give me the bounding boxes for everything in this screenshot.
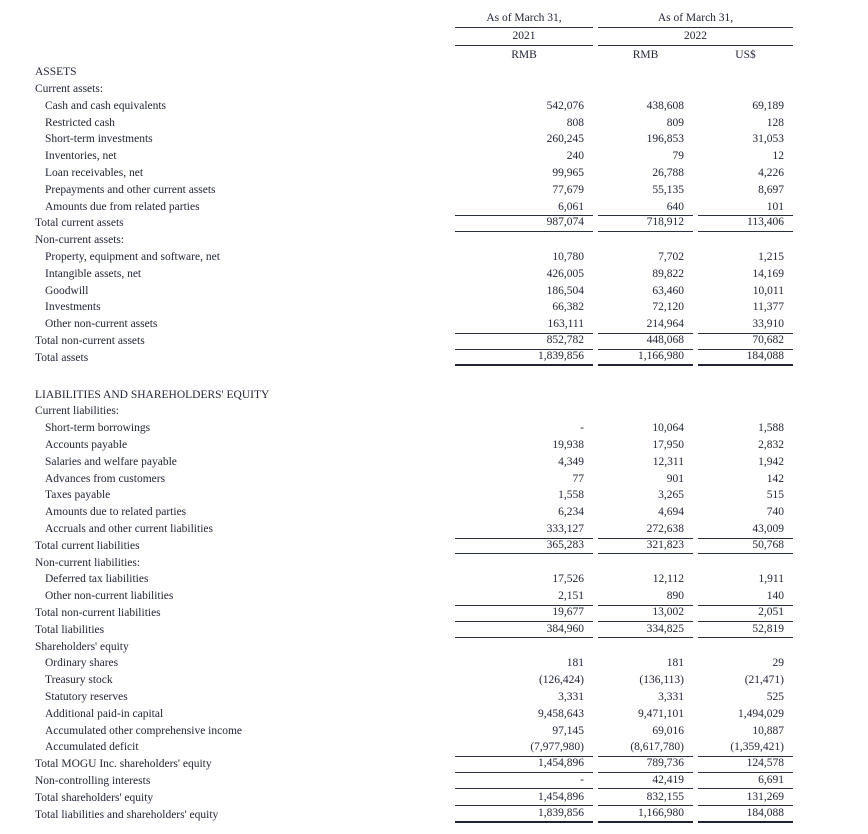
row-value-2022-rmb: 640 (666, 200, 684, 213)
row-label: Non-current liabilities: (35, 557, 141, 569)
table-row (35, 403, 793, 420)
row-value-2022-rmb: 181 (666, 657, 684, 670)
table-row (35, 655, 793, 672)
row-value-2021-rmb: - (580, 422, 584, 435)
header-year-2021: 2021 (455, 31, 593, 47)
table-row (35, 705, 793, 722)
row-value-2022-rmb: 26,788 (652, 167, 684, 180)
row-value-2022-usd: 14,169 (752, 267, 784, 280)
row-value-2022-rmb: 448,068 (598, 333, 693, 350)
header-currency-2022-usd: US$ (735, 48, 756, 61)
section-spacer (35, 366, 793, 386)
row-value-2022-usd: 52,819 (698, 622, 793, 639)
header-as-of-2021-group: As of March 31, (455, 13, 593, 29)
row-label: Current assets: (35, 84, 104, 96)
header-row-years (35, 28, 793, 46)
row-value-2022-usd: 128 (766, 116, 784, 129)
row-value-2022-rmb: 42,419 (598, 773, 693, 790)
row-value-2022-usd: (1,359,421) (730, 741, 784, 754)
row-value-2022-usd: 124,578 (698, 756, 793, 773)
row-value-2022-usd (698, 638, 793, 655)
row-label: Cash and cash equivalents (45, 100, 167, 112)
table-row (35, 198, 793, 215)
row-value-2021-rmb: 1,839,856 (455, 350, 593, 367)
row-value-2022-usd: 4,226 (758, 167, 784, 180)
row-label: Accumulated other comprehensive income (45, 725, 243, 737)
row-value-2021-rmb: 181 (566, 657, 584, 670)
row-value-2021-rmb: 2,151 (558, 590, 584, 603)
table-row (35, 148, 793, 165)
row-value-2022-rmb: 69,016 (652, 724, 684, 737)
row-value-2022-rmb: 334,825 (598, 622, 693, 639)
row-value-2022-usd: 12 (772, 150, 784, 163)
table-row (35, 789, 793, 806)
row-label: Goodwill (45, 285, 89, 297)
row-value-2022-rmb: 12,112 (652, 573, 684, 586)
row-value-2022-rmb: 196,853 (646, 133, 684, 146)
row-value-2022-rmb: 72,120 (652, 301, 684, 314)
table-row (35, 722, 793, 739)
row-label: Amounts due to related parties (45, 507, 187, 519)
row-label: Accruals and other current liabilities (45, 524, 213, 536)
row-value-2022-usd: 131,269 (698, 789, 793, 806)
row-value-2021-rmb (455, 403, 593, 420)
table-row (35, 638, 793, 655)
row-value-2021-rmb: 384,960 (455, 622, 593, 639)
row-value-2021-rmb: 426,005 (546, 267, 584, 280)
table-row (35, 504, 793, 521)
row-value-2021-rmb: 1,454,896 (455, 789, 593, 806)
row-value-2022-rmb: 901 (666, 472, 684, 485)
row-value-2022-rmb (598, 232, 693, 249)
table-row (35, 215, 793, 232)
row-value-2022-rmb: 9,471,101 (638, 707, 684, 720)
row-value-2022-usd: 2,832 (758, 439, 784, 452)
row-value-2022-rmb: 89,822 (652, 267, 684, 280)
row-value-2021-rmb: 17,526 (552, 573, 584, 586)
row-value-2022-usd: 184,088 (698, 350, 793, 367)
row-value-2022-usd: 43,009 (752, 523, 784, 536)
row-value-2022-rmb: 7,702 (658, 251, 684, 264)
row-value-2022-usd: 113,406 (698, 215, 793, 232)
row-value-2021-rmb: 19,677 (455, 605, 593, 622)
row-value-2022-rmb: 63,460 (652, 284, 684, 297)
row-value-2022-usd (698, 81, 793, 98)
table-row (35, 773, 793, 790)
header-year-2022: 2022 (598, 31, 793, 47)
row-value-2022-usd: 29 (772, 657, 784, 670)
row-label: Salaries and welfare payable (45, 456, 177, 468)
row-label: Total current liabilities (35, 540, 140, 552)
row-value-2022-usd (698, 386, 793, 403)
row-value-2022-usd: 1,911 (758, 573, 784, 586)
row-value-2022-rmb: 718,912 (598, 215, 693, 232)
row-value-2021-rmb (455, 386, 593, 403)
row-value-2021-rmb: 4,349 (558, 455, 584, 468)
table-row (35, 165, 793, 182)
row-value-2022-rmb: 789,736 (598, 756, 693, 773)
row-value-2022-usd: 525 (766, 690, 784, 703)
row-label: Total MOGU Inc. shareholders' equity (35, 759, 212, 771)
table-row (35, 487, 793, 504)
row-value-2022-rmb: 272,638 (646, 523, 684, 536)
row-value-2022-usd: 33,910 (752, 318, 784, 331)
row-value-2022-rmb (598, 638, 693, 655)
header-currency-2021-rmb: RMB (511, 48, 537, 61)
table-row (35, 81, 793, 98)
row-value-2022-usd (698, 554, 793, 571)
row-value-2021-rmb: 97,145 (552, 724, 584, 737)
row-value-2021-rmb: 240 (566, 150, 584, 163)
row-label: Accounts payable (45, 440, 128, 452)
table-row (35, 806, 793, 823)
row-label: Non-current assets: (35, 235, 125, 247)
table-row (35, 554, 793, 571)
row-label: Additional paid-in capital (45, 708, 164, 720)
row-label: Other non-current liabilities (45, 591, 174, 603)
row-label: Current liabilities: (35, 406, 119, 418)
table-row (35, 114, 793, 131)
row-value-2022-usd: 6,691 (698, 773, 793, 790)
row-value-2022-usd: 70,682 (698, 333, 793, 350)
row-value-2021-rmb: 260,245 (546, 133, 584, 146)
row-value-2022-usd: 31,053 (752, 133, 784, 146)
row-label: Intangible assets, net (45, 268, 142, 280)
row-value-2021-rmb: 852,782 (455, 333, 593, 350)
row-label: Inventories, net (45, 151, 117, 163)
balance-sheet-rows (35, 64, 793, 823)
row-value-2021-rmb: 77,679 (552, 183, 584, 196)
row-value-2021-rmb: 365,283 (455, 538, 593, 555)
row-label: Taxes payable (45, 490, 111, 502)
table-row (35, 538, 793, 555)
row-value-2022-usd: 2,051 (698, 605, 793, 622)
row-value-2022-usd: 50,768 (698, 538, 793, 555)
row-label: Non-controlling interests (35, 775, 151, 787)
row-label: Restricted cash (45, 117, 115, 129)
table-row (35, 571, 793, 588)
table-row (35, 689, 793, 706)
row-value-2022-usd: 1,942 (758, 455, 784, 468)
row-label: Accumulated deficit (45, 742, 139, 754)
row-value-2021-rmb: 3,331 (558, 690, 584, 703)
row-value-2022-usd: 69,189 (752, 99, 784, 112)
row-value-2022-rmb: 214,964 (646, 318, 684, 331)
row-value-2021-rmb: 66,382 (552, 301, 584, 314)
row-label: Other non-current assets (45, 319, 158, 331)
table-row (35, 266, 793, 283)
row-value-2021-rmb: 9,458,643 (538, 707, 584, 720)
row-value-2022-usd: 10,011 (752, 284, 784, 297)
row-label: Property, equipment and software, net (45, 252, 220, 264)
row-label: Advances from customers (45, 473, 166, 485)
row-value-2021-rmb: 186,504 (546, 284, 584, 297)
row-value-2022-usd: 8,697 (758, 183, 784, 196)
row-value-2022-rmb: 1,166,980 (598, 350, 693, 367)
table-row (35, 249, 793, 266)
row-value-2022-rmb: 3,331 (658, 690, 684, 703)
row-label: Statutory reserves (45, 691, 128, 703)
row-value-2021-rmb: 808 (566, 116, 584, 129)
row-value-2021-rmb: - (455, 773, 593, 790)
row-label: Amounts due from related parties (45, 201, 200, 213)
row-value-2022-usd: 1,215 (758, 251, 784, 264)
row-label: Total assets (35, 352, 89, 364)
table-row (35, 316, 793, 333)
row-value-2022-rmb (598, 64, 693, 81)
row-value-2022-rmb: 438,608 (646, 99, 684, 112)
table-row (35, 454, 793, 471)
row-value-2022-usd: 184,088 (698, 806, 793, 823)
row-label: Prepayments and other current assets (45, 184, 216, 196)
table-row (35, 672, 793, 689)
row-value-2022-rmb (598, 403, 693, 420)
table-row (35, 605, 793, 622)
row-value-2021-rmb: 1,839,856 (455, 806, 593, 823)
row-label: Total non-current assets (35, 336, 145, 348)
row-value-2022-usd: 740 (766, 506, 784, 519)
table-row (35, 64, 793, 81)
row-value-2022-usd (698, 403, 793, 420)
row-value-2022-rmb: (8,617,780) (630, 741, 684, 754)
table-row (35, 386, 793, 403)
table-row (35, 232, 793, 249)
row-value-2021-rmb: 1,558 (558, 489, 584, 502)
row-value-2021-rmb (455, 81, 593, 98)
row-value-2022-rmb: 55,135 (652, 183, 684, 196)
row-value-2021-rmb (455, 638, 593, 655)
row-value-2022-usd: (21,471) (744, 674, 784, 687)
table-row (35, 622, 793, 639)
row-value-2021-rmb: 6,061 (558, 200, 584, 213)
row-value-2021-rmb: 333,127 (546, 523, 584, 536)
row-label: Investments (45, 302, 101, 314)
row-value-2022-usd (698, 232, 793, 249)
row-value-2021-rmb (455, 554, 593, 571)
row-label: Total liabilities (35, 624, 105, 636)
row-value-2022-rmb: 809 (666, 116, 684, 129)
row-label: LIABILITIES AND SHAREHOLDERS' EQUITY (35, 389, 270, 401)
row-value-2022-rmb: 3,265 (658, 489, 684, 502)
header-row-as-of (35, 10, 793, 28)
row-label: Short-term investments (45, 134, 153, 146)
table-row (35, 521, 793, 538)
row-label: Deferred tax liabilities (45, 574, 149, 586)
row-value-2022-rmb (598, 386, 693, 403)
row-value-2022-rmb: 79 (672, 150, 684, 163)
table-row (35, 588, 793, 605)
row-label: Treasury stock (45, 675, 113, 687)
row-value-2022-usd: 515 (766, 489, 784, 502)
row-value-2021-rmb: (126,424) (538, 674, 584, 687)
header-row-currencies (35, 46, 793, 64)
row-label: ASSETS (35, 67, 77, 79)
table-row (35, 350, 793, 367)
row-value-2022-rmb: 12,311 (652, 455, 684, 468)
row-value-2022-usd: 10,887 (752, 724, 784, 737)
row-value-2022-usd (698, 64, 793, 81)
row-value-2021-rmb: 163,111 (547, 318, 584, 331)
header-as-of-2022-group: As of March 31, (598, 13, 793, 29)
row-value-2022-rmb: 1,166,980 (598, 806, 693, 823)
table-row (35, 470, 793, 487)
table-row (35, 756, 793, 773)
row-value-2022-rmb (598, 554, 693, 571)
row-value-2021-rmb: 77 (572, 472, 584, 485)
table-row (35, 420, 793, 437)
row-label: Total non-current liabilities (35, 608, 161, 619)
row-value-2022-usd: 1,588 (758, 422, 784, 435)
row-value-2021-rmb: 6,234 (558, 506, 584, 519)
table-row (35, 98, 793, 115)
row-value-2022-rmb: 17,950 (652, 439, 684, 452)
row-value-2021-rmb: 10,780 (552, 251, 584, 264)
row-value-2022-usd: 11,377 (752, 301, 784, 314)
header-currency-2022-rmb: RMB (632, 48, 659, 61)
row-value-2021-rmb (455, 64, 593, 81)
table-row (35, 131, 793, 148)
row-value-2021-rmb (455, 232, 593, 249)
row-label: Shareholders' equity (35, 641, 129, 653)
row-value-2022-usd: 1,494,029 (738, 707, 784, 720)
row-value-2022-usd: 142 (766, 472, 784, 485)
row-value-2021-rmb: 99,965 (552, 167, 584, 180)
table-row (35, 299, 793, 316)
row-value-2022-rmb (598, 81, 693, 98)
row-value-2022-rmb: 832,155 (598, 789, 693, 806)
row-value-2022-usd: 140 (766, 590, 784, 603)
row-value-2021-rmb: 19,938 (552, 439, 584, 452)
table-row (35, 437, 793, 454)
row-label: Total current assets (35, 218, 124, 230)
row-value-2021-rmb: 987,074 (455, 215, 593, 232)
row-label: Short-term borrowings (45, 423, 151, 435)
row-value-2022-rmb: 13,002 (598, 605, 693, 622)
table-row (35, 182, 793, 199)
row-value-2021-rmb: 542,076 (546, 99, 584, 112)
row-value-2022-rmb: 4,694 (658, 506, 684, 519)
row-label: Ordinary shares (45, 658, 119, 670)
row-value-2022-rmb: 890 (666, 590, 684, 603)
row-value-2021-rmb: (7,977,980) (530, 741, 584, 754)
row-value-2022-usd: 101 (766, 200, 784, 213)
row-label: Total liabilities and shareholders' equity (35, 809, 219, 821)
row-value-2021-rmb: 1,454,896 (455, 756, 593, 773)
table-row (35, 333, 793, 350)
row-value-2022-rmb: (136,113) (639, 674, 684, 687)
row-label: Loan receivables, net (45, 168, 144, 180)
row-value-2022-rmb: 321,823 (598, 538, 693, 555)
row-label: Total shareholders' equity (35, 792, 154, 804)
table-row (35, 739, 793, 756)
table-row (35, 282, 793, 299)
row-value-2022-rmb: 10,064 (652, 422, 684, 435)
